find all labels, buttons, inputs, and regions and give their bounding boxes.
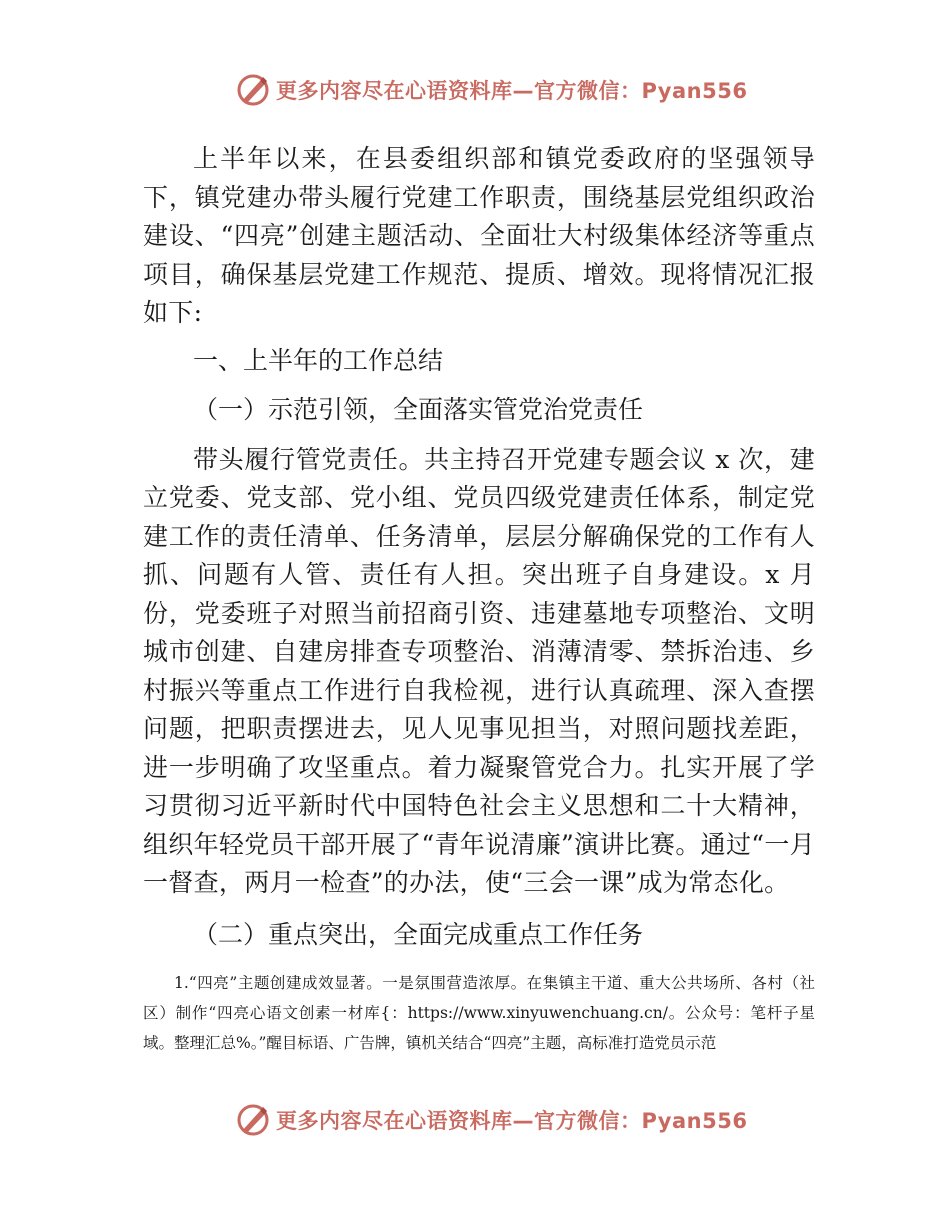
- watermark-text: 更多内容尽在心语资料库—官方微信：Pyan556: [276, 1109, 748, 1133]
- section-heading-1: 一、上半年的工作总结: [193, 345, 444, 375]
- subsection-item-1: 1.“四亮”主题创建成效显著。一是氛围营造浓厚。在集镇主干道、重大公共场所、各村（社区）制作“四亮心语文创素一材库{：https://www.xinyuwenchuang.cn/。公众号：笔杆子星域。整理汇总%。”醒目标语、广告牌，镇机关结合“四亮”主题，高标准打造党员示范: [143, 974, 815, 1052]
- subsection-heading-1: （一）示范引领，全面落实管党治党责任: [193, 395, 644, 424]
- watermark-footer: [236, 1100, 747, 1140]
- intro-paragraph: 上半年以来，在县委组织部和镇党委政府的坚强领导下，镇党建办带头履行党建工作职责，围绕基层党组织政治建设、“四亮”创建主题活动、全面壮大村级集体经济等重点项目，确保基层党建工作规范、提质、增效。现将情况汇报如下:: [143, 144, 815, 327]
- watermark-header: [236, 70, 747, 110]
- pen-logo-icon: [236, 73, 270, 107]
- pen-logo-icon: [236, 1103, 270, 1137]
- subsection-body-1: 带头履行管党责任。共主持召开党建专题会议 x 次，建立党委、党支部、党小组、党员四级党建责任体系，制定党建工作的责任清单、任务清单，层层分解确保党的工作有人抓、问题有人管、责任有人担。突出班子自身建设。x 月份，党委班子对照当前招商引资、违建墓地专项整治、文明城市创建、自建房排查专项整治、消薄清零、禁拆治违、乡村振兴等重点工作进行自我检视，进行认真疏理、深入查摆问题，把职责摆进去，见人见事见担当，对照问题找差距，进一步明确了攻坚重点。着力凝聚管党合力。扎实开展了学习贯彻习近平新时代中国特色社会主义思想和二十大精神，组织年轻党员干部开展了“青年说清廉”演讲比赛。通过“一月一督查，两月一检查”的办法，使“三会一课”成为常态化。: [143, 444, 815, 897]
- watermark-text: 更多内容尽在心语资料库—官方微信：Pyan556: [276, 79, 748, 103]
- document-body: [143, 140, 815, 1058]
- subsection-heading-2: （二）重点突出，全面完成重点工作任务: [193, 919, 644, 949]
